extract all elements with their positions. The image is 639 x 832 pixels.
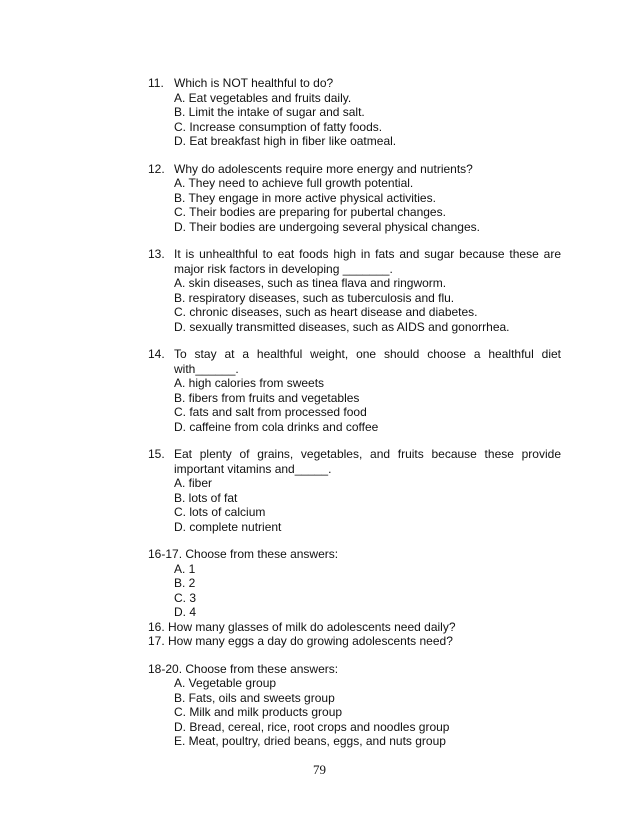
choice-b: B. Fats, oils and sweets group bbox=[174, 690, 335, 705]
choice-c: C. 3 bbox=[174, 590, 197, 605]
choice-a: A. 1 bbox=[174, 561, 196, 576]
question-set-16-17 bbox=[148, 547, 561, 649]
question-number: 11. bbox=[148, 76, 164, 90]
option-a: A. They need to achieve full growth potential. bbox=[174, 176, 414, 190]
option-d: D. Their bodies are undergoing several physical changes. bbox=[174, 219, 480, 234]
option-b: B. fibers from fruits and vegetables bbox=[174, 390, 360, 405]
question-stem: Why do adolescents require more energy and nutrients? bbox=[174, 161, 473, 176]
option-d: D. sexually transmitted diseases, such as AIDS and gonorrhea. bbox=[174, 319, 510, 334]
question-stem: It is unhealthful to eat foods high in fats and sugar because these are major risk factors in developing _______. bbox=[174, 247, 561, 276]
question-11 bbox=[148, 76, 561, 149]
question-number: 14. bbox=[148, 347, 165, 361]
option-b: B. lots of fat bbox=[174, 490, 238, 505]
option-d: D. caffeine from cola drinks and coffee bbox=[174, 419, 379, 434]
choice-b: B. 2 bbox=[174, 576, 196, 590]
option-b: B. Limit the intake of sugar and salt. bbox=[174, 105, 365, 119]
option-d: D. complete nutrient bbox=[174, 519, 282, 534]
page-number: 79 bbox=[313, 762, 326, 777]
question-number: 12. bbox=[148, 161, 165, 176]
choice-c: C. Milk and milk products group bbox=[174, 705, 343, 719]
question-15 bbox=[148, 447, 561, 534]
set-heading: 18-20. Choose from these answers: bbox=[148, 661, 339, 676]
question-set-18-20 bbox=[148, 662, 561, 749]
option-a: A. skin diseases, such as tinea flava and ringworm. bbox=[174, 276, 447, 290]
choice-a: A. Vegetable group bbox=[174, 676, 277, 690]
question-number: 13. bbox=[148, 247, 165, 261]
option-c: C. Their bodies are preparing for pubertal changes. bbox=[174, 205, 446, 219]
document-page bbox=[148, 76, 561, 762]
option-b: B. They engage in more active physical activities. bbox=[174, 190, 436, 205]
question-13 bbox=[148, 247, 561, 334]
set-heading: 16-17. Choose from these answers: bbox=[148, 547, 339, 561]
choice-d: D. Bread, cereal, rice, root crops and noodles group bbox=[174, 719, 450, 734]
question-stem: Eat plenty of grains, vegetables, and fruits because these provide important vitamins and_____. bbox=[174, 447, 561, 476]
option-c: C. chronic diseases, such as heart disease and diabetes. bbox=[174, 305, 478, 319]
question-number: 15. bbox=[148, 447, 165, 461]
option-c: C. lots of calcium bbox=[174, 505, 266, 519]
question-14 bbox=[148, 347, 561, 434]
choice-e: E. Meat, poultry, dried beans, eggs, and nuts group bbox=[174, 734, 446, 748]
option-d: D. Eat breakfast high in fiber like oatmeal. bbox=[174, 134, 397, 148]
option-c: C. fats and salt from processed food bbox=[174, 405, 367, 419]
option-a: A. fiber bbox=[174, 476, 213, 490]
choice-d: D. 4 bbox=[174, 605, 197, 619]
question-16: 16. How many glasses of milk do adolescents need daily? bbox=[148, 619, 456, 634]
question-12 bbox=[148, 162, 561, 235]
question-stem: To stay at a healthful weight, one should choose a healthful diet with______. bbox=[174, 347, 561, 376]
question-17: 17. How many eggs a day do growing adolescents need? bbox=[148, 634, 453, 648]
question-stem: Which is NOT healthful to do? bbox=[174, 76, 334, 90]
option-c: C. Increase consumption of fatty foods. bbox=[174, 119, 383, 134]
option-b: B. respiratory diseases, such as tuberculosis and flu. bbox=[174, 290, 455, 305]
option-a: A. Eat vegetables and fruits daily. bbox=[174, 90, 352, 105]
option-a: A. high calories from sweets bbox=[174, 376, 325, 390]
